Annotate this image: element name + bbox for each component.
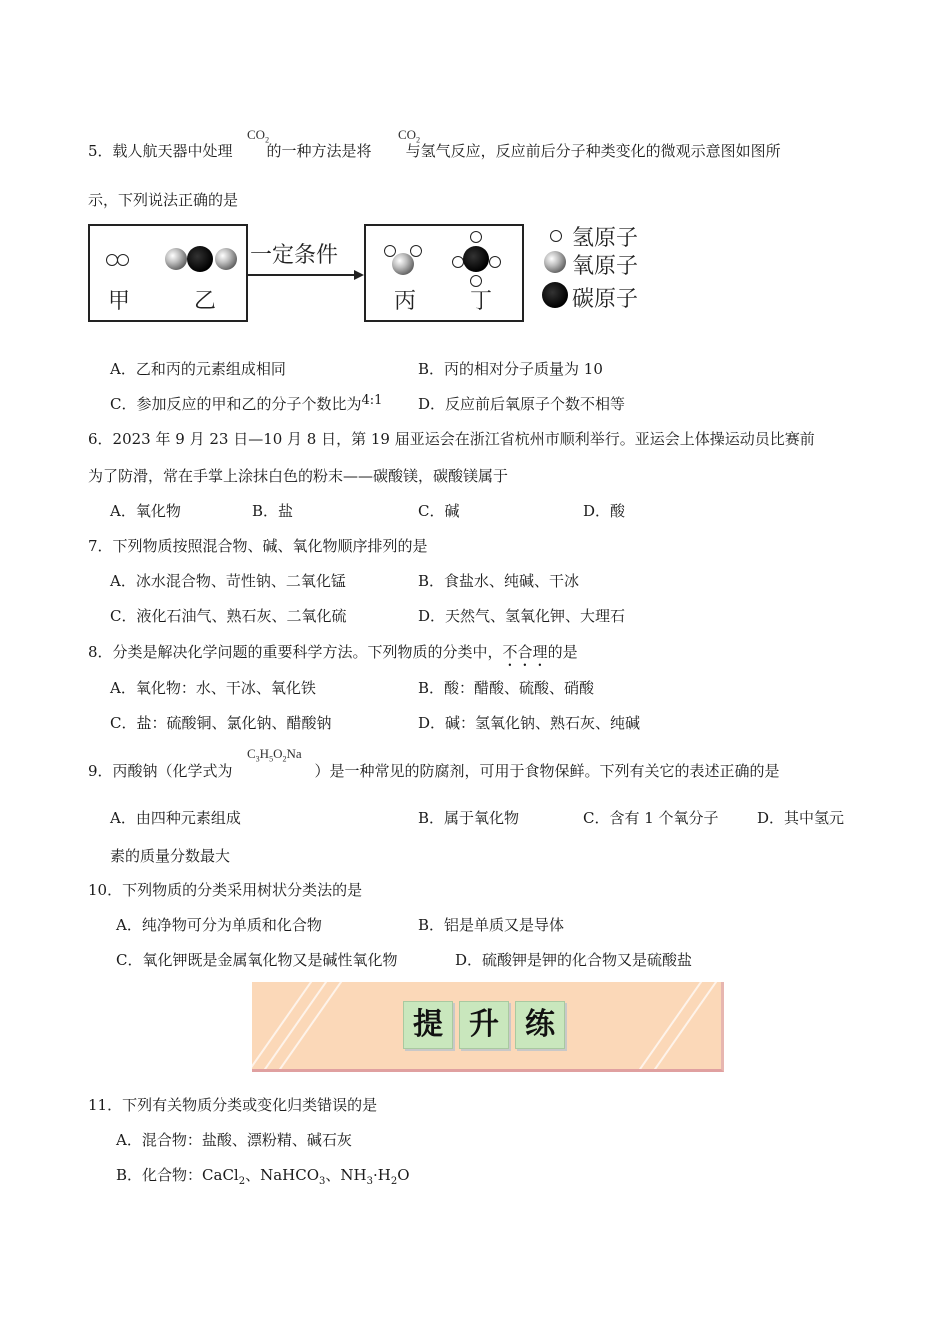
carbon-atom-icon [463, 246, 489, 272]
carbon-atom-icon [187, 246, 213, 272]
q5-option-d: D．反应前后氧原子个数不相等 [418, 395, 626, 413]
q6-option-d: D．酸 [583, 502, 626, 520]
q6-option-a: A．氧化物 [110, 502, 181, 520]
q9-formula: $C_3H_5O_2Na$ [247, 746, 302, 764]
q9-option-d: D．其中氢元 [757, 809, 845, 827]
legend-hydrogen-icon [550, 230, 562, 242]
q5-text-a: 5．载人航天器中处理 [88, 142, 233, 160]
q5-line1 [88, 141, 781, 161]
q11-option-a: A．混合物：盐酸、漂粉精、碱石灰 [116, 1131, 352, 1149]
reaction-condition: 一定条件 [250, 243, 339, 268]
q11-line1: 11．下列有关物质分类或变化归类错误的是 [88, 1096, 378, 1114]
legend-carbon-icon [542, 282, 568, 308]
hydrogen-atom-icon [117, 254, 129, 266]
hydrogen-atom-icon [384, 245, 396, 257]
label-bing: 丙 [394, 289, 417, 314]
q6-line2: 为了防滑，常在手掌上涂抹白色的粉末——碳酸镁，碳酸镁属于 [88, 467, 509, 485]
legend-oxygen: 氧原子 [572, 254, 639, 279]
legend-hydrogen: 氢原子 [572, 226, 639, 251]
hydrogen-atom-icon [410, 245, 422, 257]
legend-carbon: 碳原子 [572, 287, 639, 312]
oxygen-atom-icon [392, 253, 414, 275]
q9-option-b: B．属于氧化物 [418, 809, 520, 827]
section-banner [252, 982, 724, 1072]
q8-option-b: B．酸：醋酸、硫酸、硝酸 [418, 679, 595, 697]
q5-co2-formula-b: $CO_2$ [398, 127, 421, 145]
label-yi: 乙 [194, 289, 217, 314]
q7-option-b: B．食盐水、纯碱、干冰 [418, 572, 580, 590]
q5-text-c: 与氢气反应，反应前后分子种类变化的微观示意图如图所 [405, 142, 781, 160]
q5-option-c: C．参加反应的甲和乙的分子个数比为4:1 [110, 393, 383, 413]
q5-option-b: B．丙的相对分子质量为 10 [418, 360, 603, 378]
label-ding: 丁 [470, 289, 493, 314]
banner-char-3: 练 [515, 1001, 565, 1049]
reactant-box [88, 224, 248, 322]
reaction-arrow-icon [248, 268, 366, 282]
oxygen-atom-icon [165, 248, 187, 270]
legend-oxygen-icon [544, 251, 566, 273]
q10-line1: 10．下列物质的分类采用树状分类法的是 [88, 881, 363, 899]
q8-option-d: D．碱：氢氧化钠、熟石灰、纯碱 [418, 714, 641, 732]
oxygen-atom-icon [215, 248, 237, 270]
q6-line1: 6．2023 年 9 月 23 日—10 月 8 日，第 19 届亚运会在浙江省杭州市顺利举行。亚运会上体操运动员比赛前 [88, 430, 815, 448]
q5-line2: 示，下列说法正确的是 [88, 191, 239, 209]
q7-option-c: C．液化石油气、熟石灰、二氧化硫 [110, 607, 347, 625]
product-box [364, 224, 524, 322]
banner-char-1: 提 [403, 1001, 453, 1049]
q9-line1: 9．丙酸钠（化学式为 ）是一种常见的防腐剂，可用于食物保鲜。下列有关它的表述正确的是 [88, 762, 780, 780]
hydrogen-atom-icon [489, 256, 501, 268]
banner-char-2: 升 [459, 1001, 509, 1049]
q7-option-a: A．冰水混合物、苛性钠、二氧化锰 [110, 572, 346, 590]
q8-emphasis: 不合理 [502, 643, 548, 661]
q11-option-b: B．化合物：CaCl$_2$、NaHCO$_3$、$NH_3\cdot H_2O$ [116, 1166, 410, 1187]
q5-ratio: 4:1 [361, 393, 383, 408]
q8-option-a: A．氧化物：水、干冰、氧化铁 [110, 679, 316, 697]
q5-text-b: 的一种方法是将 [266, 142, 372, 160]
q10-option-c: C．氧化钾既是金属氧化物又是碱性氧化物 [116, 951, 398, 969]
q9-option-c: C．含有 1 个氧分子 [583, 809, 719, 827]
q7-option-d: D．天然气、氢氧化钾、大理石 [418, 607, 626, 625]
q8-line1: 8．分类是解决化学问题的重要科学方法。下列物质的分类中，不合理的是 [88, 643, 578, 661]
q5-co2-formula-a: $CO_2$ [247, 127, 270, 145]
hydrogen-atom-icon [470, 231, 482, 243]
q10-option-a: A．纯净物可分为单质和化合物 [116, 916, 322, 934]
q5-option-a: A．乙和丙的元素组成相同 [110, 360, 286, 378]
q8-option-c: C．盐：硫酸铜、氯化钠、醋酸钠 [110, 714, 332, 732]
q7-line1: 7．下列物质按照混合物、碱、氧化物顺序排列的是 [88, 537, 428, 555]
q9-option-d-continued: 素的质量分数最大 [110, 847, 231, 865]
q6-option-c: C．碱 [418, 502, 460, 520]
q10-option-d: D．硫酸钾是钾的化合物又是硫酸盐 [455, 951, 693, 969]
q9-option-a: A．由四种元素组成 [110, 809, 241, 827]
q6-option-b: B．盐 [252, 502, 294, 520]
label-jia: 甲 [108, 289, 131, 314]
reaction-diagram [88, 218, 658, 326]
q10-option-b: B．铝是单质又是导体 [418, 916, 565, 934]
